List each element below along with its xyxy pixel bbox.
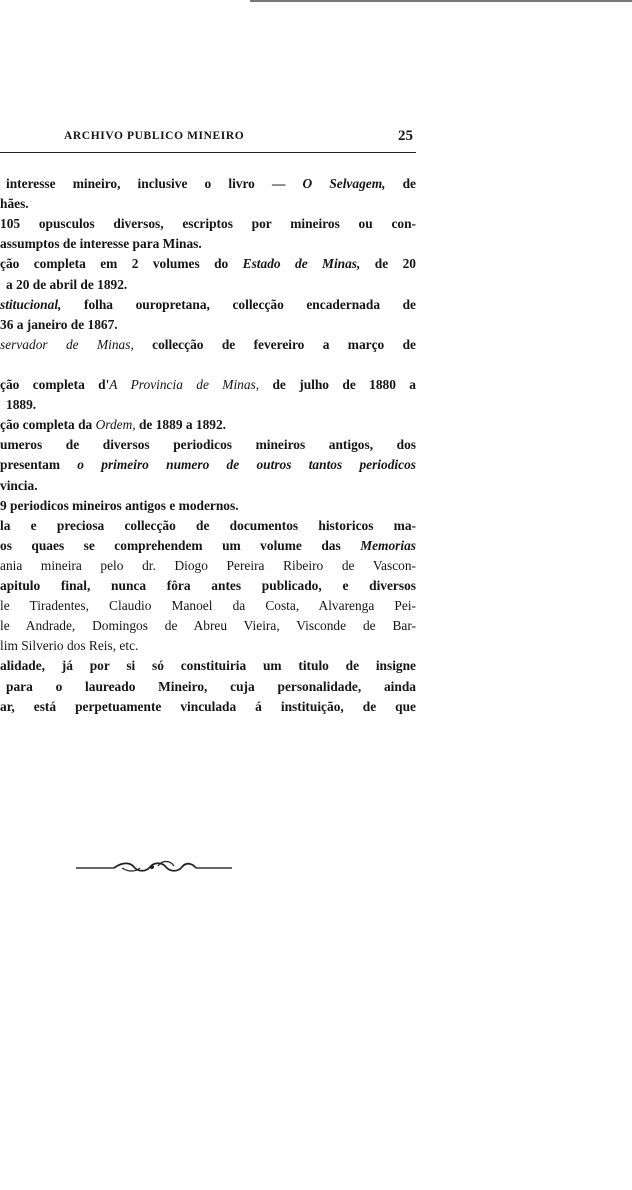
- running-title: ARCHIVO PUBLICO MINEIRO: [64, 130, 245, 142]
- text-line: apitulo final, nunca fôra antes publicado, e diversos: [0, 578, 416, 593]
- italic-text: stitucional,: [0, 296, 62, 312]
- text-line: [0, 337, 416, 353]
- text-span: ção completa da: [0, 417, 96, 433]
- text-line: le Andrade, Domingos de Abreu Vieira, Visconde de Bar-: [0, 618, 416, 634]
- text-line: le Tiradentes, Claudio Manoel da Costa, Alvarenga Pei-: [0, 598, 416, 614]
- italic-text: A Provincia de Minas,: [109, 377, 260, 392]
- text-span: collecção de fevereiro a março de: [133, 336, 416, 352]
- text-span: folha ouropretana, collecção encadernada de: [61, 296, 416, 312]
- text-span: ção completa d': [0, 377, 110, 392]
- text-span: de 1889 a 1892.: [135, 417, 227, 433]
- text-span: de: [385, 176, 416, 191]
- text-line: [0, 538, 416, 554]
- text-line: [0, 297, 416, 313]
- text-line: ar, está perpetuamente vinculada á instituição, de que: [0, 698, 416, 714]
- italic-text: O Selvagem,: [302, 176, 386, 191]
- text-line: vincia.: [0, 477, 38, 493]
- text-line: [0, 256, 416, 272]
- text-line: [0, 417, 226, 433]
- italic-text: o primeiro numero de outros tantos periodicos: [77, 457, 416, 473]
- page-number: 25: [398, 128, 413, 144]
- text-line: [6, 176, 416, 192]
- text-line: 9 periodicos mineiros antigos e modernos.: [0, 497, 239, 513]
- text-span: presentam: [0, 457, 78, 473]
- text-line: para o laureado Mineiro, cuja personalidade, ainda: [6, 678, 416, 694]
- italic-text: Memorias: [360, 537, 416, 553]
- page-header: [0, 128, 632, 148]
- text-line: la e preciosa collecção de documentos historicos ma-: [0, 517, 416, 533]
- header-rule: [0, 152, 416, 153]
- text-line: lim Silverio dos Reis, etc.: [0, 638, 139, 654]
- italic-text: Estado de Minas,: [242, 256, 361, 272]
- text-line: 1889.: [6, 397, 37, 413]
- text-line: ania mineira pelo dr. Diogo Pereira Ribeiro de Vascon-: [0, 557, 416, 573]
- italic-text: Ordem,: [95, 417, 136, 433]
- text-span: de julho de 1880 a: [259, 377, 416, 392]
- text-line: a 20 de abril de 1892.: [6, 276, 128, 292]
- text-line: umeros de diversos periodicos mineiros antigos, dos: [0, 437, 416, 453]
- text-span: de 20: [360, 256, 416, 272]
- text-line: [0, 377, 416, 393]
- text-line: alidade, já por si só constituiria um titulo de insigne: [0, 658, 416, 674]
- text-line: hães.: [0, 196, 29, 212]
- text-line: 36 a janeiro de 1867.: [0, 316, 118, 332]
- text-span: interesse mineiro, inclusive o livro —: [6, 176, 303, 191]
- text-line: 105 opusculos diversos, escriptos por mineiros ou con-: [0, 216, 416, 232]
- italic-text: servador de Minas,: [0, 336, 134, 352]
- text-line: [0, 457, 416, 473]
- top-edge-line: [250, 0, 632, 2]
- decorative-ornament-icon: [74, 858, 234, 876]
- text-line: assumptos de interesse para Minas.: [0, 236, 202, 252]
- text-span: os quaes se comprehendem um volume das: [0, 537, 361, 553]
- text-span: ção completa em 2 volumes do: [0, 256, 243, 272]
